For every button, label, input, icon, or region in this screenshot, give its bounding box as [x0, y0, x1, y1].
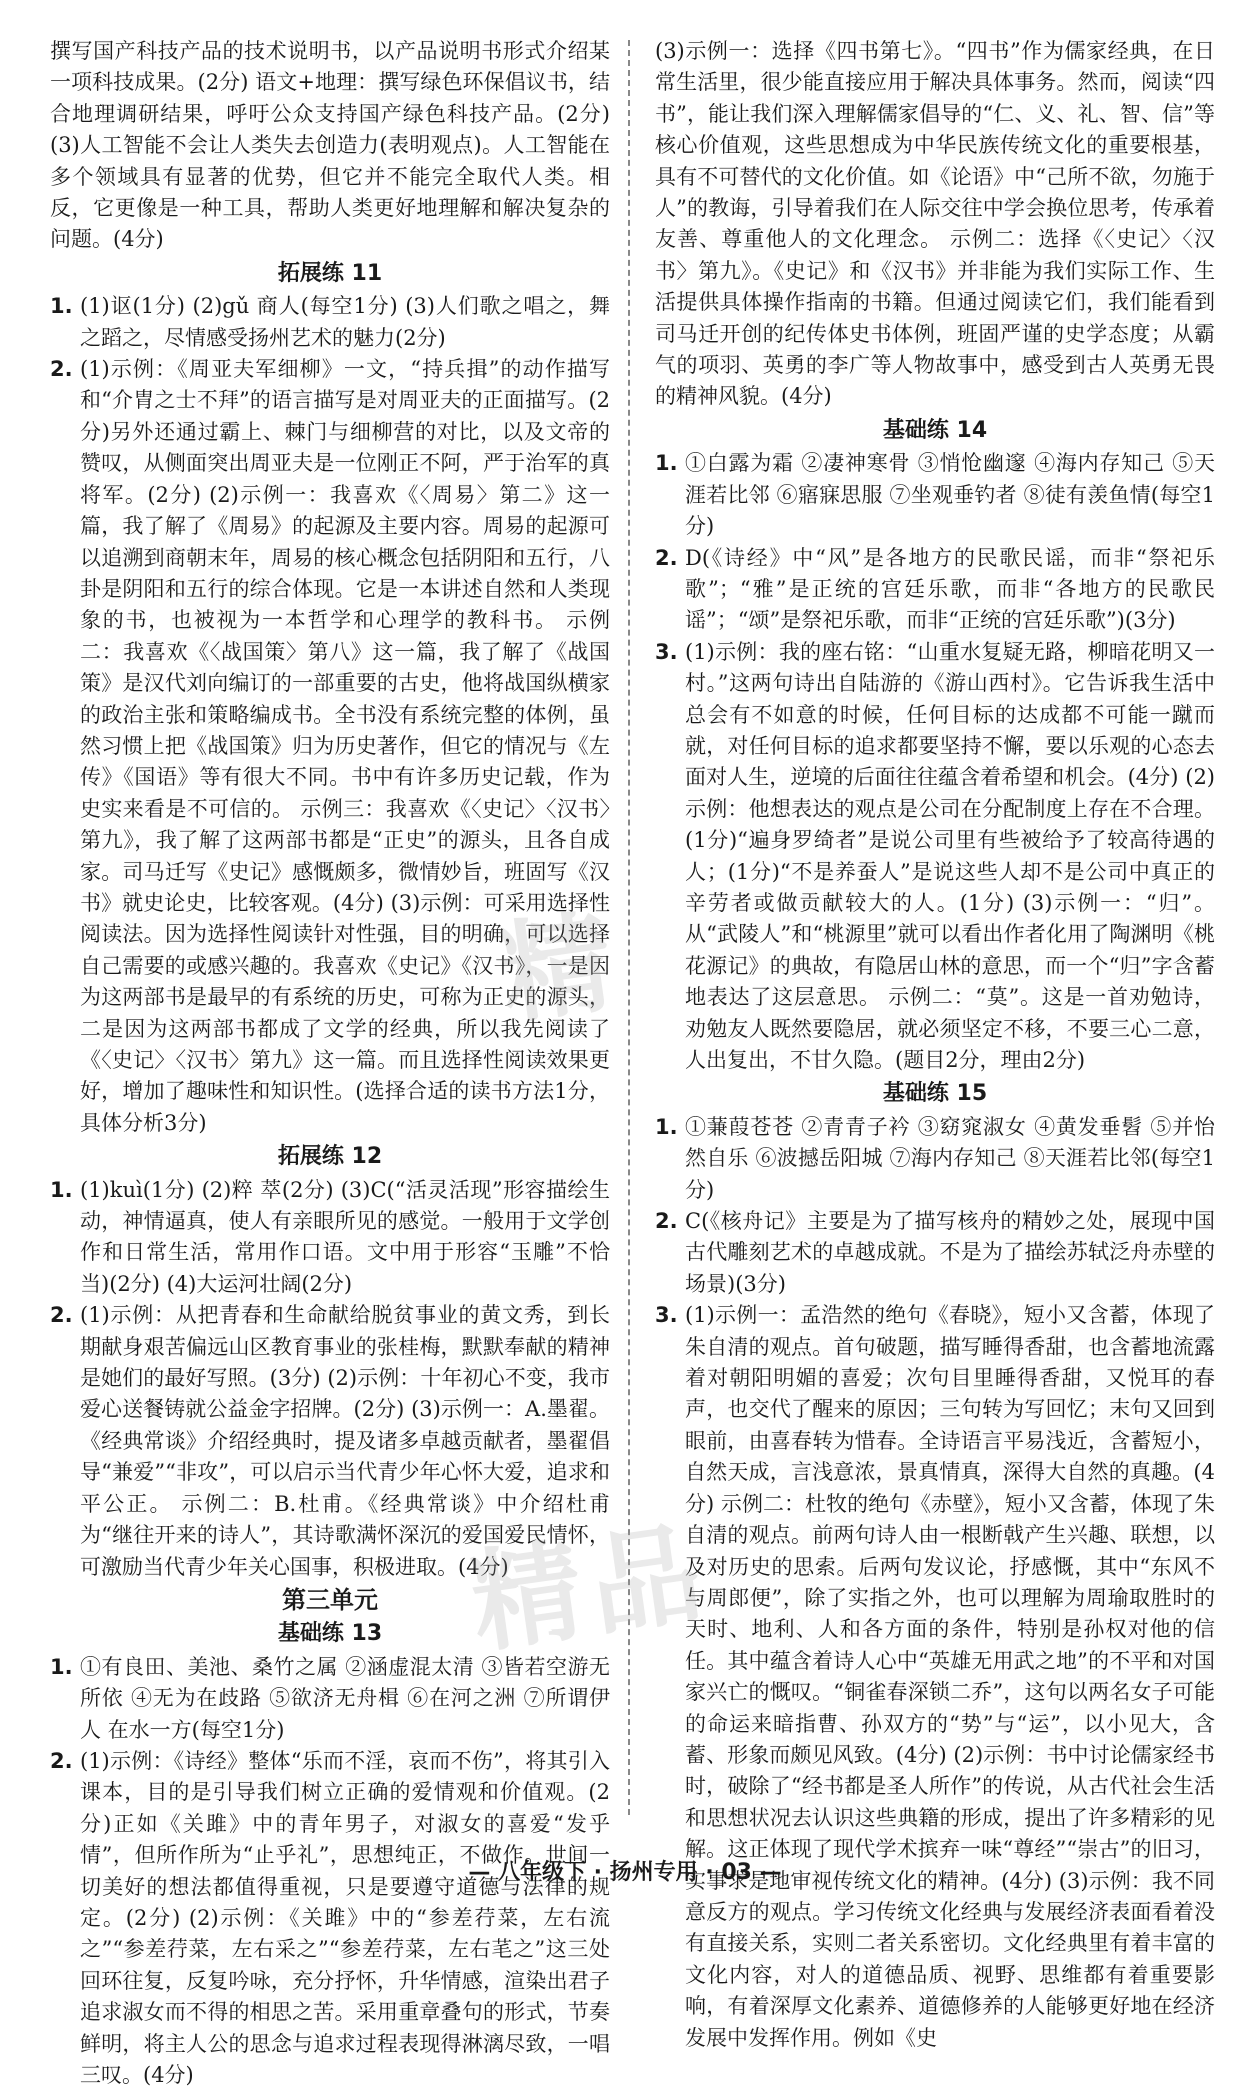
item-number: 3. [655, 639, 678, 664]
answer-item [50, 1300, 610, 1583]
answer-item [655, 1300, 1215, 2054]
item-text: D(《诗经》中“风”是各地方的民歌民谣，而非“祭祀乐歌”；“雅”是正统的宫廷乐歌，而非“各地方的民歌民谣”；“颂”是祭祀乐歌，而非“正统的宫廷乐歌”)(3分) [685, 545, 1215, 633]
item-text: (1)讴(1分) (2)gǔ 商人(每空1分) (3)人们歌之唱之，舞之蹈之，尽情感受扬州艺术的魅力(2分) [80, 294, 610, 350]
item-text: (1)kuì(1分) (2)粹 萃(2分) (3)C(“活灵活现”形容描绘生动，神情逼真，使人有亲眼所见的感觉。一般用于文学创作和日常生活，常用作口语。文中用于形容“玉雕”不恰当)(2分) (4)大运河壮阔(2分) [80, 1177, 610, 1296]
left-intro-paragraph: 撰写国产科技产品的技术说明书，以产品说明书形式介绍某一项科技成果。(2分) 语文+地理：撰写绿色环保倡议书，结合地理调研结果，呼吁公众支持国产绿色科技产品。(2分) (3)人工智能不会让人类失去创造力(表明观点)。人工智能在多个领域具有显著的优势，但它并不能完全取代人类。相反，它更像是一种工具，帮助人类更好地理解和解决复杂的问题。(4分) [50, 39, 610, 252]
section-title-extension-12: 拓展练 12 [277, 1144, 383, 1170]
answer-item [655, 1206, 1215, 1300]
item-number: 1. [50, 1654, 73, 1679]
section-title-basic-14: 基础练 14 [882, 417, 988, 443]
item-number: 1. [655, 451, 678, 476]
item-text: C(《核舟记》主要是为了描写核舟的精妙之处，展现中国古代雕刻艺术的卓越成就。不是为了描绘苏轼泛舟赤壁的场景)(3分) [685, 1209, 1215, 1296]
item-number: 1. [50, 1177, 73, 1202]
column-divider [628, 40, 630, 1815]
section-title-basic-13: 基础练 13 [277, 1621, 383, 1647]
answer-item [50, 1746, 610, 2091]
item-text: ①白露为霜 ②凄神寒骨 ③悄怆幽邃 ④海内存知己 ⑤天涯若比邻 ⑥寤寐思服 ⑦坐观垂钓者 ⑧徒有羡鱼情(每空1分) [685, 451, 1215, 539]
answer-item [655, 637, 1215, 1077]
right-intro-paragraph: (3)示例一：选择《四书第七》。“四书”作为儒家经典，在日常生活里，很少能直接应用于解决具体事务。然而，阅读“四书”，能让我们深入理解儒家倡导的“仁、义、礼、智、信”等核心价值观，这些思想成为中华民族传统文化的重要根基，具有不可替代的文化价值。如《论语》中“己所不欲，勿施于人”的教诲，引导着我们在人际交往中学会换位思考，传承着友善、尊重他人的文化理念。 示例二：选择《〈史记〉〈汉书〉第九》。《史记》和《汉书》并非能为我们实际工作、生活提供具体操作指南的书籍。但通过阅读它们，我们能看到司马迁开创的纪传体史书体例，班固严谨的史学态度；从霸气的项羽、英勇的李广等人物故事中，感受到古人英勇无畏的精神风貌。(4分) [655, 39, 1215, 409]
answer-item [50, 291, 610, 354]
page-footer: — 八年级下 · 扬州专用 · 03 — [468, 1860, 782, 1885]
item-number: 1. [50, 294, 73, 319]
right-column [655, 36, 1215, 2054]
item-number: 2. [655, 545, 678, 570]
item-text: (1)示例：《诗经》整体“乐而不淫，哀而不伤”，将其引入课本，目的是引导我们树立正确的爱情观和价值观。(2分)正如《关雎》中的青年男子，对淑女的喜爱“发乎情”，但所作所为“止乎礼”，思想纯正，不做作。世间一切美好的想法都值得重视，只是要遵守道德与法律的规定。(2分) (2)示例：《关雎》中的“参差荇菜，左右流之”“参差荇菜，左右采之”“参差荇菜，左右芼之”这三处回环往复，反复吟咏，充分抒怀，升华情感，渲染出君子追求淑女而不得的相思之苦。采用重章叠句的形式，节奏鲜明，将主人公的思念与追求过程表现得淋漓尽致，一唱三叹。(4分) [80, 1748, 610, 2087]
unit-title: 第三单元 [282, 1585, 378, 1614]
answer-item [655, 543, 1215, 637]
item-text: ①蒹葭苍苍 ②青青子衿 ③窈窕淑女 ④黄发垂髫 ⑤并怡然自乐 ⑥波撼岳阳城 ⑦海内存知己 ⑧天涯若比邻(每空1分) [685, 1114, 1215, 1202]
item-text: (1)示例：从把青春和生命献给脱贫事业的黄文秀，到长期献身艰苦偏远山区教育事业的张桂梅，默默奉献的精神是她们的最好写照。(3分) (2)示例：十年初心不变，我市爱心送餐铸就公益金字招牌。(2分) (3)示例一：A.墨翟。《经典常谈》介绍经典时，提及诸多卓越贡献者，墨翟倡导“兼爱”“非攻”，可以启示当代青少年心怀大爱，追求和平公正。 示例二：B.杜甫。《经典常谈》中介绍杜甫为“继往开来的诗人”，其诗歌满怀深沉的爱国爱民情怀，可激励当代青少年关心国事，积极进取。(4分) [80, 1303, 610, 1579]
answer-item [655, 448, 1215, 542]
section-title-basic-15: 基础练 15 [882, 1081, 988, 1107]
item-text: (1)示例：《周亚夫军细柳》一文，“持兵揖”的动作描写和“介胄之士不拜”的语言描写是对周亚夫的正面描写。(2分)另外还通过霸上、棘门与细柳营的对比，以及文帝的赞叹，从侧面突出周亚夫是一位刚正不阿，严于治军的真将军。(2分) (2)示例一：我喜欢《〈周易〉第二》这一篇，我了解了《周易》的起源及主要内容。周易的起源可以追溯到商朝末年，周易的核心概念包括阴阳和五行，八卦是阴阳和五行的综合体现。它是一本讲述自然和人类现象的书，也被视为一本哲学和心理学的教科书。 示例二：我喜欢《〈战国策〉第八》这一篇，我了解了《战国策》是汉代刘向编订的一部重要的古史，他将战国纵横家的政治主张和策略编成书。全书没有系统完整的体例，虽然习惯上把《战国策》归为历史著作，但它的情况与《左传》《国语》等有很大不同。书中有许多历史记载，作为史实来看是不可信的。 示例三：我喜欢《〈史记〉〈汉书〉第九》，我了解了这两部书都是“正史”的源头，且各自成家。司马迁写《史记》感慨颇多，微情妙旨，班固写《汉书》就史论史，比较客观。(4分) (3)示例：可采用选择性阅读法。因为选择性阅读针对性强，目的明确，可以选择自己需要的或感兴趣的。我喜欢《史记》《汉书》，一是因为这两部书是最早的有系统的历史，可称为正史的源头，二是因为这两部书都成了文学的经典，所以我先阅读了《〈史记〉〈汉书〉第九》这一篇。而且选择性阅读效果更好，增加了趣味性和知识性。(选择合适的读书方法1分，具体分析3分) [80, 357, 610, 1135]
item-number: 2. [50, 1748, 73, 1773]
answer-item [655, 1112, 1215, 1206]
item-number: 2. [50, 357, 73, 382]
item-text: (1)示例：我的座右铭：“山重水复疑无路，柳暗花明又一村。”这两句诗出自陆游的《游山西村》。它告诉我生活中总会有不如意的时候，任何目标的达成都不可能一蹴而就，对任何目标的追求都要坚持不懈，要以乐观的心态去面对人生，逆境的后面往往蕴含着希望和机会。(4分) (2)示例：他想表达的观点是公司在分配制度上存在不合理。(1分)“遍身罗绮者”是说公司里有些被给予了较高待遇的人；(1分)“不是养蚕人”是说这些人却不是公司中真正的辛劳者或做贡献较大的人。(1分) (3)示例一：“归”。从“武陵人”和“桃源里”就可以看出作者化用了陶渊明《桃花源记》的典故，有隐居山林的意思，而一个“归”字含蓄地表达了这层意思。 示例二：“莫”。这是一首劝勉诗，劝勉友人既然要隐居，就必须坚定不移，不要三心二意，人出复出，不甘久隐。(题目2分，理由2分) [685, 639, 1215, 1072]
item-number: 2. [655, 1209, 678, 1234]
answer-item [50, 1652, 610, 1746]
item-text: ①有良田、美池、桑竹之属 ②涵虚混太清 ③皆若空游无所依 ④无为在歧路 ⑤欲济无舟楫 ⑥在河之洲 ⑦所谓伊人 在水一方(每空1分) [80, 1654, 610, 1742]
answer-item [50, 1175, 610, 1301]
answer-item [50, 354, 610, 1139]
watermark: 精品 [463, 1507, 719, 1668]
left-column [50, 36, 610, 2091]
item-text: (1)示例一：孟浩然的绝句《春晓》，短小又含蓄，体现了朱自清的观点。首句破题，描写睡得香甜，也含蓄地流露着对朝阳明媚的喜爱；次句目里睡得香甜，又悦耳的春声，也交代了醒来的原因；三句转为写回忆；末句又回到眼前，由喜春转为惜春。全诗语言平易浅近，含蓄短小，自然天成，言浅意浓，景真情真，深得大自然的真趣。(4分) 示例二：杜牧的绝句《赤壁》，短小又含蓄，体现了朱自清的观点。前两句诗人由一根断戟产生兴趣、联想，以及对历史的思索。后两句发议论，抒感慨，其中“东风不与周郎便”，除了实指之外，也可以理解为周瑜取胜时的天时、地利、人和各方面的条件，特别是孙权对他的信任。其中蕴含着诗人心中“英雄无用武之地”的不平和对国家兴亡的慨叹。“铜雀春深锁二乔”，这句以两名女子可能的命运来暗指曹、孙双方的“势”与“运”，以小见大，含蓄、形象而颇见风致。(4分) (2)示例：书中讨论儒家经书时，破除了“经书都是圣人所作”的传说，从古代社会生活和思想状况去认识这些典籍的形成，提出了许多精彩的见解。这正体现了现代学术摈弃一味“尊经”“崇古”的旧习，实事求是地审视传统文化的精神。(4分) (3)示例：我不同意反方的观点。学习传统文化经典与发展经济表面看着没有直接关系，实则二者关系密切。文化经典里有着丰富的文化内容，对人的道德品质、视野、思维都有着重要影响，有着深厚文化素养、道德修养的人能够更好地在经济发展中发挥作用。例如《史 [685, 1303, 1215, 2050]
section-title-extension-11: 拓展练 11 [277, 260, 383, 286]
item-number: 1. [655, 1114, 678, 1139]
watermark: 精 [492, 896, 630, 1040]
item-number: 2. [50, 1303, 73, 1328]
item-number: 3. [655, 1303, 678, 1328]
